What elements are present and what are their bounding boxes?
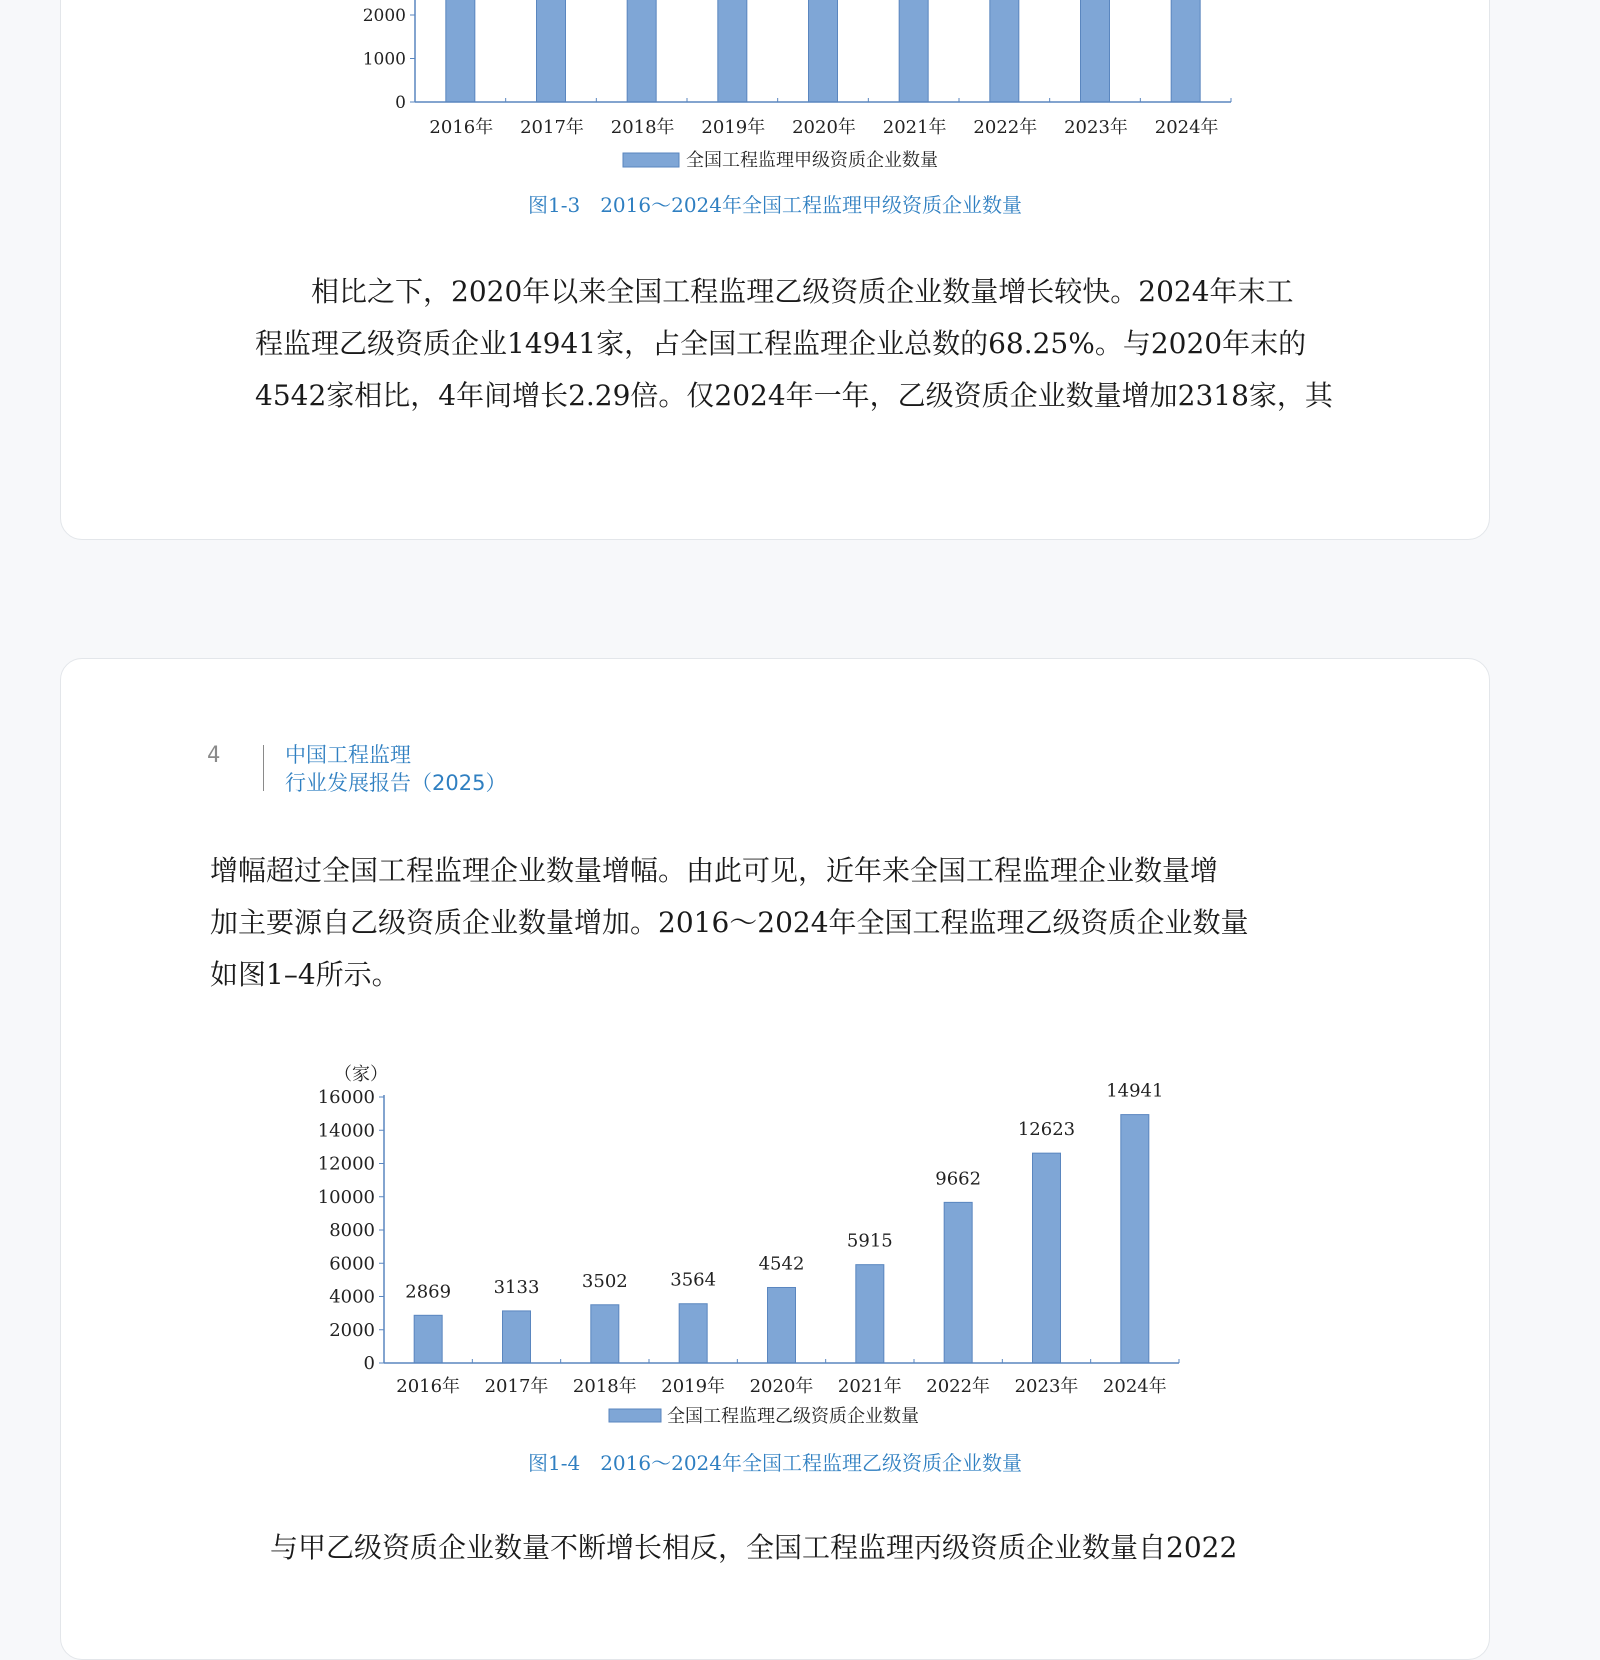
paragraph-line: 加主要源自乙级资质企业数量增加。2016～2024年全国工程监理乙级资质企业数量 [210, 906, 1249, 939]
bar [414, 1315, 442, 1363]
x-tick-label: 2021年 [882, 117, 947, 138]
paragraph-line: 如图1–4所示。 [210, 958, 400, 991]
x-tick-label: 2017年 [520, 117, 584, 138]
data-label: 3133 [493, 1276, 540, 1298]
x-tick-label: 2024年 [1102, 1376, 1167, 1397]
bar [627, 0, 656, 102]
y-tick-label: 16000 [317, 1087, 375, 1108]
y-tick-label: 1000 [362, 49, 406, 70]
x-tick-label: 2021年 [837, 1376, 902, 1397]
body-paragraph-3 [270, 1522, 1356, 1574]
x-tick-label: 2019年 [701, 117, 766, 138]
bar [856, 1265, 884, 1363]
paragraph-line: 程监理乙级资质企业14941家，占全国工程监理企业总数的68.25%。与2020年末的 [255, 327, 1307, 360]
body-paragraph-2 [210, 845, 1296, 1001]
x-tick-label: 2022年 [973, 117, 1038, 138]
y-tick-label: 8000 [329, 1220, 375, 1241]
paragraph-line: 4542家相比，4年间增长2.29倍。仅2024年一年，乙级资质企业数量增加2318家，其 [255, 379, 1333, 412]
y-tick-label: 0 [363, 1353, 375, 1374]
y-tick-label: 14000 [317, 1120, 375, 1142]
y-tick-label: 2000 [362, 6, 406, 26]
bar [591, 1305, 619, 1363]
data-label: 12623 [1017, 1119, 1076, 1141]
x-tick-label: 2023年 [1064, 117, 1128, 138]
page-card-bottom [60, 658, 1490, 1660]
bar [944, 1202, 972, 1363]
x-tick-label: 2018年 [610, 117, 675, 138]
data-label: 3502 [581, 1270, 628, 1292]
data-label: 5915 [846, 1230, 893, 1252]
bar [1033, 1153, 1061, 1363]
bar [1121, 1115, 1149, 1363]
x-tick-label: 2018年 [572, 1376, 637, 1397]
data-label: 4542 [758, 1253, 805, 1275]
x-tick-label: 2024年 [1154, 117, 1219, 138]
x-tick-label: 2022年 [926, 1376, 991, 1397]
y-tick-label: 2000 [329, 1319, 375, 1341]
running-header-line2: 行业发展报告（2025） [285, 771, 507, 795]
paragraph-line: 与甲乙级资质企业数量不断增长相反，全国工程监理丙级资质企业数量自2022 [270, 1531, 1238, 1564]
header-divider [263, 745, 264, 791]
legend-swatch [623, 153, 679, 167]
x-tick-label: 2016年 [429, 117, 494, 138]
legend-label: 全国工程监理甲级资质企业数量 [686, 150, 938, 171]
data-label: 2869 [405, 1281, 452, 1303]
chart-grade-b-enterprises [61, 1049, 1489, 1429]
legend-label: 全国工程监理乙级资质企业数量 [667, 1406, 919, 1427]
running-header [285, 741, 506, 797]
page-number: 4 [207, 743, 221, 768]
figure-caption-1-3: 图1-3 2016～2024年全国工程监理甲级资质企业数量 [527, 193, 1022, 217]
data-label: 3564 [670, 1269, 717, 1291]
bar [1171, 0, 1200, 102]
y-tick-label: 12000 [317, 1153, 375, 1175]
x-tick-label: 2020年 [749, 1376, 814, 1397]
running-header-line1: 中国工程监理 [285, 743, 411, 767]
bar [718, 0, 747, 102]
bar [537, 0, 566, 102]
x-tick-label: 2020年 [792, 117, 856, 138]
data-label: 14941 [1106, 1080, 1164, 1102]
y-tick-label: 4000 [329, 1286, 375, 1308]
bar [503, 1311, 531, 1363]
x-tick-label: 2023年 [1014, 1376, 1079, 1397]
page-card-top [60, 0, 1490, 540]
x-tick-label: 2019年 [661, 1376, 726, 1397]
chart-grade-a-enterprises [61, 0, 1489, 201]
x-tick-label: 2016年 [396, 1376, 461, 1397]
bar [899, 0, 928, 102]
bar [990, 0, 1019, 102]
paragraph-line: 相比之下，2020年以来全国工程监理乙级资质企业数量增长较快。2024年末工 [255, 275, 1294, 308]
y-tick-label: 10000 [317, 1186, 375, 1208]
bar [679, 1304, 707, 1363]
data-label: 9662 [935, 1168, 982, 1190]
bar [809, 0, 838, 102]
figure-caption-1-4: 图1-4 2016～2024年全国工程监理乙级资质企业数量 [527, 1451, 1022, 1475]
legend-swatch [609, 1409, 661, 1422]
y-tick-label: 6000 [329, 1253, 375, 1275]
bar [768, 1287, 796, 1363]
bar [446, 0, 475, 102]
body-paragraph-1 [255, 266, 1341, 422]
y-tick-label: 0 [395, 93, 406, 113]
y-axis-unit-label: （家） [334, 1064, 388, 1085]
paragraph-line: 增幅超过全国工程监理企业数量增幅。由此可见，近年来全国工程监理企业数量增 [210, 854, 1219, 887]
bar [1081, 0, 1110, 102]
x-tick-label: 2017年 [484, 1376, 549, 1397]
